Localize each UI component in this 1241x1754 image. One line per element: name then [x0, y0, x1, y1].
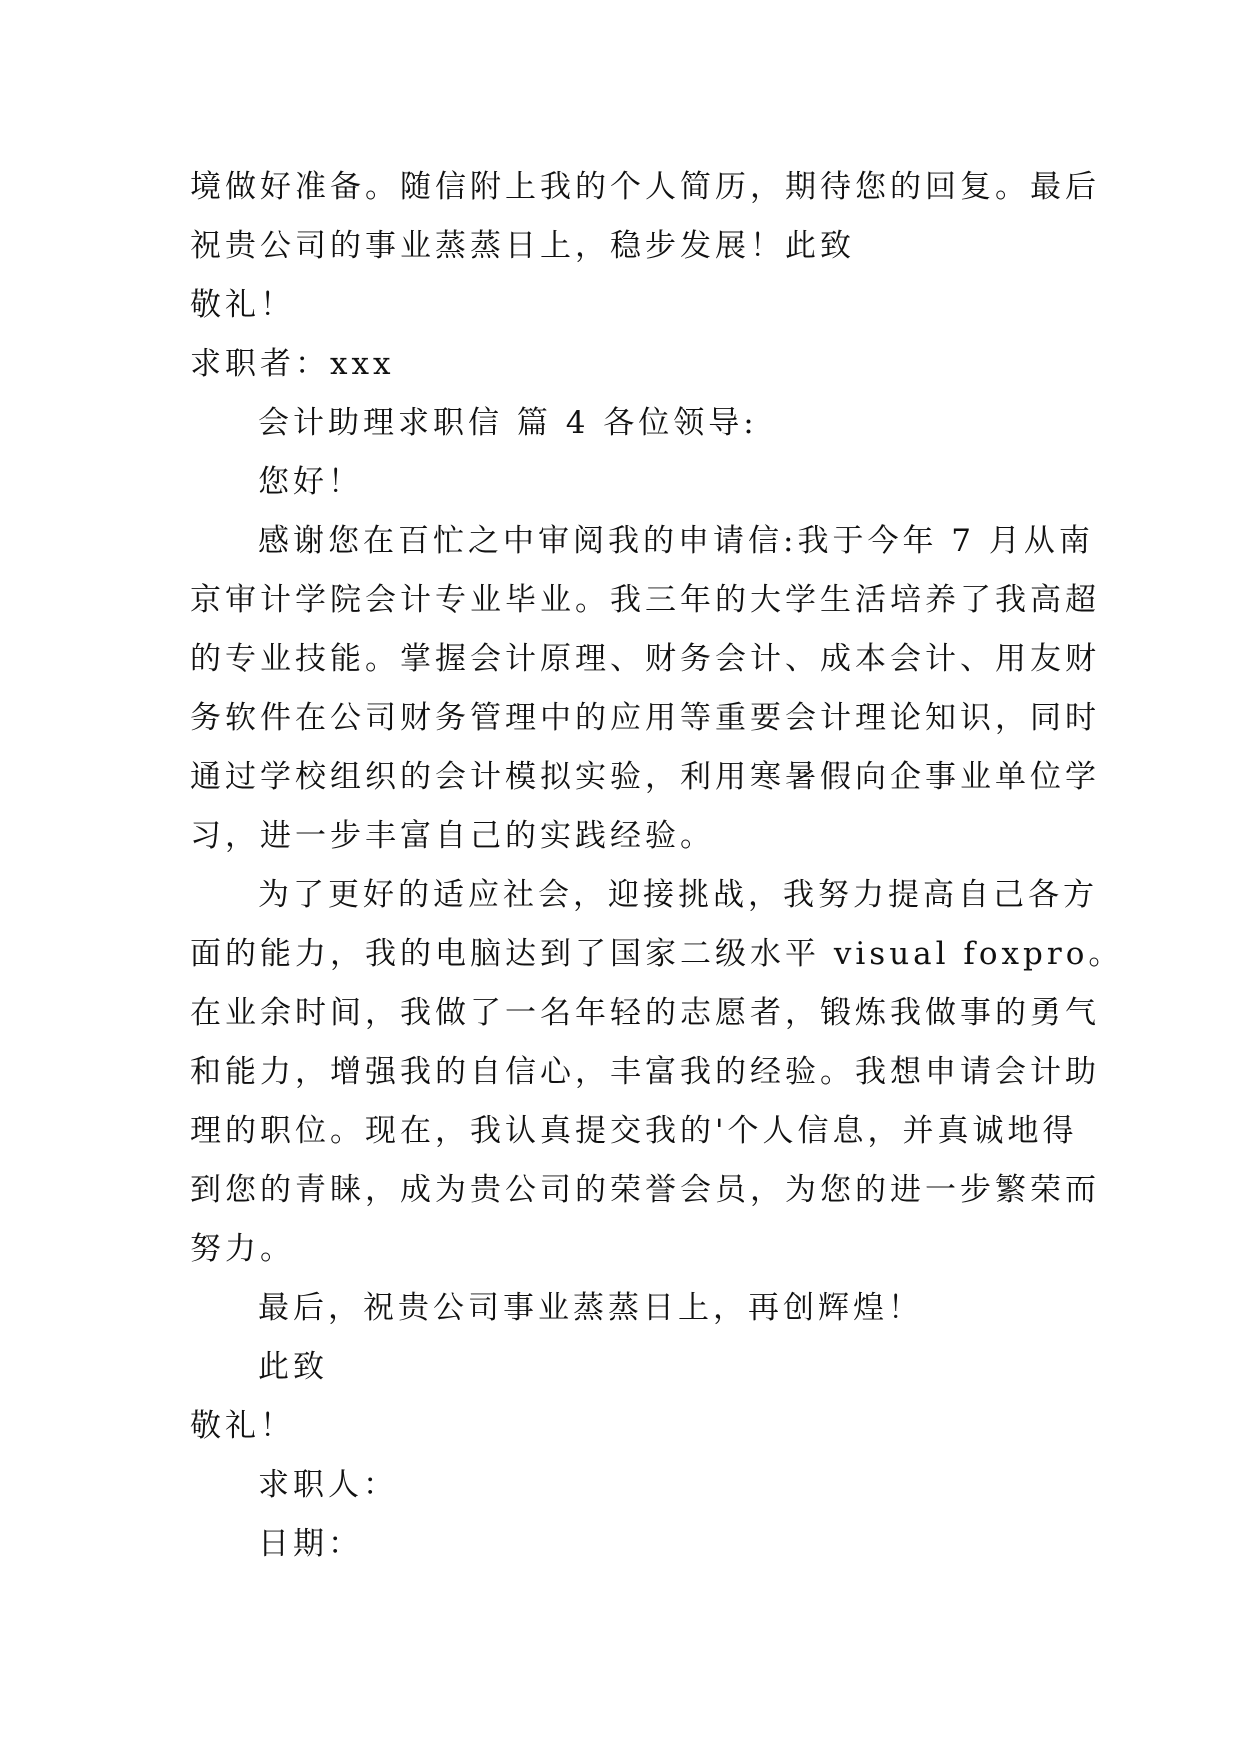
text-line: 为了更好的适应社会，迎接挑战，我努力提高自己各方 — [258, 877, 1098, 913]
text-line: 祝贵公司的事业蒸蒸日上，稳步发展！此致 — [190, 228, 855, 264]
closing-phrase: 此致 — [258, 1349, 328, 1385]
text-line: 通过学校组织的会计模拟实验，利用寒暑假向企事业单位学 — [190, 759, 1100, 795]
text-line: 习，进一步丰富自己的实践经验。 — [190, 818, 715, 854]
text-line: 敬礼！ — [190, 287, 295, 323]
letter-heading: 会计助理求职信 篇 4 各位领导: — [258, 405, 758, 441]
text-line: 感谢您在百忙之中审阅我的申请信:我于今年 7 月从南 — [258, 523, 1094, 559]
greeting: 您好！ — [258, 464, 363, 500]
text-line: 务软件在公司财务管理中的应用等重要会计理论知识，同时 — [190, 700, 1100, 736]
text-line: 京审计学院会计专业毕业。我三年的大学生活培养了我高超 — [190, 582, 1100, 618]
signature-label: 求职人： — [258, 1467, 398, 1503]
closing-wish: 最后，祝贵公司事业蒸蒸日上，再创辉煌！ — [258, 1290, 923, 1326]
text-line: 到您的青睐，成为贵公司的荣誉会员，为您的进一步繁荣而 — [190, 1172, 1100, 1208]
text-line: 在业余时间，我做了一名年轻的志愿者，锻炼我做事的勇气 — [190, 995, 1100, 1031]
letter-body — [190, 158, 1124, 1574]
text-line: 和能力，增强我的自信心，丰富我的经验。我想申请会计助 — [190, 1054, 1100, 1090]
text-line: 境做好准备。随信附上我的个人简历，期待您的回复。最后 — [190, 169, 1100, 205]
salutation: 敬礼！ — [190, 1408, 295, 1444]
text-line: 努力。 — [190, 1231, 295, 1267]
date-label: 日期： — [258, 1526, 363, 1562]
text-line: 理的职位。现在，我认真提交我的'个人信息，并真诚地得 — [190, 1113, 1078, 1149]
text-line: 的专业技能。掌握会计原理、财务会计、成本会计、用友财 — [190, 641, 1100, 677]
text-line: 求职者：xxx — [190, 346, 395, 382]
text-line: 面的能力，我的电脑达到了国家二级水平 visual foxpro。 — [190, 936, 1124, 972]
